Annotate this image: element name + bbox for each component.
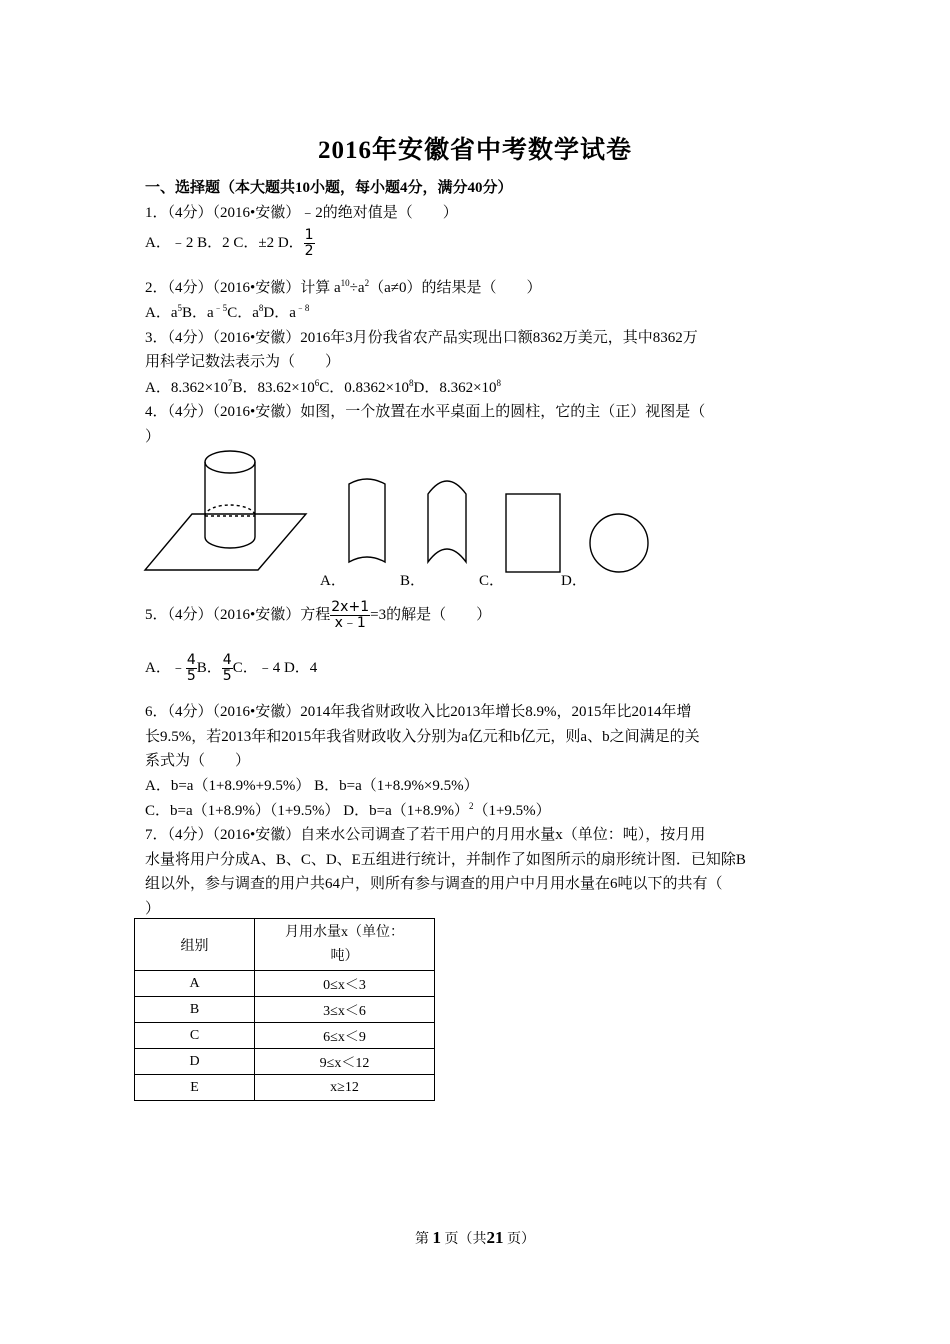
option-a-label: A． <box>320 573 346 589</box>
range-cell: 3≤x＜6 <box>255 997 435 1023</box>
question-6-line-1: 6．（4分）（2016•安徽）2014年我省财政收入比2013年增长8.9%，2015年比2014年增 <box>145 704 692 720</box>
group-cell: B <box>135 997 255 1023</box>
group-cell: A <box>135 971 255 997</box>
footer-post: 页） <box>507 1232 535 1247</box>
q3-option-c-exp: 8 <box>408 378 414 388</box>
q3-option-d-exp: 8 <box>496 378 502 388</box>
q2-option-b: B．a <box>182 305 214 321</box>
q5-text-b: =3的解是（ ） <box>370 606 492 623</box>
question-7-line-3: 组以外，参与调查的用户共64户，则所有参与调查的用户中月用水量在6吨以下的共有（ <box>145 876 723 892</box>
q5-option-a: A．﹣ <box>145 659 186 676</box>
fraction-numerator: 4 <box>222 652 232 668</box>
q3-option-b: B．83.62×10 <box>232 380 315 396</box>
table-row <box>135 1023 435 1049</box>
fraction-four-fifths-a <box>186 653 197 684</box>
question-5-stem <box>145 600 491 631</box>
option-a-shape <box>349 479 385 562</box>
q3-option-c: C．0.8362×10 <box>319 380 409 396</box>
q2-exp-2: 2 <box>364 278 370 288</box>
question-6-line-3: 系式为（ ） <box>145 753 251 769</box>
fraction-numerator: 2x+1 <box>331 599 370 615</box>
range-cell: 6≤x＜9 <box>255 1023 435 1049</box>
q2-option-c-exp: 8 <box>258 303 264 313</box>
table-header-row <box>135 919 435 971</box>
footer-pre: 第 <box>415 1232 429 1247</box>
q2-option-c: C．a <box>227 305 259 321</box>
question-5-options <box>145 653 317 684</box>
table-row <box>135 1075 435 1101</box>
q3-option-a: A．8.362×10 <box>145 380 229 396</box>
q2-option-b-exp: ﹣5 <box>213 303 228 313</box>
group-cell: E <box>135 1075 255 1101</box>
question-7-line-2: 水量将用户分成A、B、C、D、E五组进行统计，并制作了如图所示的扇形统计图．已知除B <box>145 852 746 868</box>
question-7-line-1: 7．（4分）（2016•安徽）自来水公司调查了若干用户的月用水量x（单位：吨），按月用 <box>145 827 706 843</box>
q2-option-a: A．a <box>145 305 178 321</box>
q3-option-d: D．8.362×10 <box>413 380 497 396</box>
option-d-shape <box>590 514 648 572</box>
equation-fraction <box>330 600 370 631</box>
cylinder-figure <box>140 440 660 585</box>
group-cell: C <box>135 1023 255 1049</box>
q2-text-a: 2．（4分）（2016•安徽）计算 a <box>145 280 341 296</box>
option-b-label: B． <box>400 573 426 589</box>
q5-text-a: 5．（4分）（2016•安徽）方程 <box>145 606 331 623</box>
q6-option-d-exp: 2 <box>468 801 474 811</box>
table-row <box>135 1049 435 1075</box>
option-c-shape <box>506 494 560 572</box>
range-cell: x≥12 <box>255 1075 435 1101</box>
option-b-shape <box>428 481 466 562</box>
q2-text-c: （a≠0）的结果是（ ） <box>369 280 542 296</box>
option-c-label: C． <box>479 573 505 589</box>
q2-exp-1: 10 <box>340 278 350 288</box>
q6-option-d-tail: （1+9.5%） <box>473 803 551 819</box>
q6-option-c-d: C．b=a（1+8.9%）（1+9.5%） D．b=a（1+8.9%） <box>145 803 469 819</box>
q3-option-b-exp: 6 <box>314 378 320 388</box>
section-heading: 一、选择题（本大题共10小题，每小题4分，满分40分） <box>145 180 513 196</box>
question-6-line-2: 长9.5%，若2013年和2015年我省财政收入分别为a亿元和b亿元，则a、b之间满足的关 <box>145 729 700 745</box>
question-1-options <box>145 228 315 259</box>
range-cell: 0≤x＜3 <box>255 971 435 997</box>
fraction-denominator: x﹣1 <box>334 615 366 631</box>
table-plane <box>145 514 306 570</box>
question-2-stem <box>145 276 541 297</box>
fraction-one-half <box>304 228 315 259</box>
range-cell: 9≤x＜12 <box>255 1049 435 1075</box>
q2-option-d: D．a <box>263 305 296 321</box>
footer-mid: 页（共 <box>444 1232 487 1247</box>
q2-option-a-exp: 5 <box>177 303 182 313</box>
q2-text-b: ÷a <box>349 280 365 296</box>
page-title: 2016年安徽省中考数学试卷 <box>317 137 632 164</box>
question-3-line-1: 3．（4分）（2016•安徽）2016年3月份我省农产品实现出口额8362万美元，其中8362万 <box>145 330 698 346</box>
fraction-denominator: 2 <box>304 243 314 259</box>
page-number: 1 <box>432 1228 441 1247</box>
table-row <box>135 997 435 1023</box>
question-1-stem: 1．（4分）（2016•安徽）﹣2的绝对值是（ ） <box>145 205 458 221</box>
question-4-line-1: 4．（4分）（2016•安徽）如图，一个放置在水平桌面上的圆柱，它的主（正）视图是（ <box>145 404 706 420</box>
fraction-four-fifths-b <box>222 653 233 684</box>
fraction-numerator: 1 <box>304 227 314 243</box>
water-usage-table <box>134 918 435 1101</box>
fraction-denominator: 5 <box>186 668 196 684</box>
header-group: 组别 <box>135 919 255 971</box>
fraction-numerator: 4 <box>186 652 196 668</box>
question-6-options-ab: A．b=a（1+8.9%+9.5%） B．b=a（1+8.9%×9.5%） <box>145 778 479 794</box>
question-6-options-cd <box>145 799 551 820</box>
question-4-line-2: ） <box>145 429 161 445</box>
group-cell: D <box>135 1049 255 1075</box>
fraction-denominator: 5 <box>222 668 232 684</box>
q3-option-a-exp: 7 <box>228 378 233 388</box>
question-1-options-text: A．﹣2 B．2 C．±2 D． <box>145 234 304 251</box>
q5-option-c-d: C．﹣4 D．4 <box>232 659 318 676</box>
question-3-options <box>145 376 501 397</box>
q2-option-d-exp: ﹣8 <box>295 303 310 313</box>
header-usage-line-1: 月用水量x（单位： <box>285 924 404 940</box>
page-total: 21 <box>486 1228 504 1247</box>
cylinder-top <box>205 451 255 473</box>
option-d-label: D． <box>561 573 587 589</box>
question-7-line-4: ） <box>145 901 161 917</box>
header-usage-line-2: 吨） <box>330 948 359 964</box>
table-row <box>135 971 435 997</box>
question-2-options <box>145 301 309 322</box>
question-3-line-2: 用科学记数法表示为（ ） <box>145 354 341 370</box>
page-footer <box>0 1228 950 1248</box>
cylinder-bottom-front <box>205 537 255 548</box>
q5-option-b: B． <box>196 659 222 676</box>
header-usage <box>255 919 435 971</box>
